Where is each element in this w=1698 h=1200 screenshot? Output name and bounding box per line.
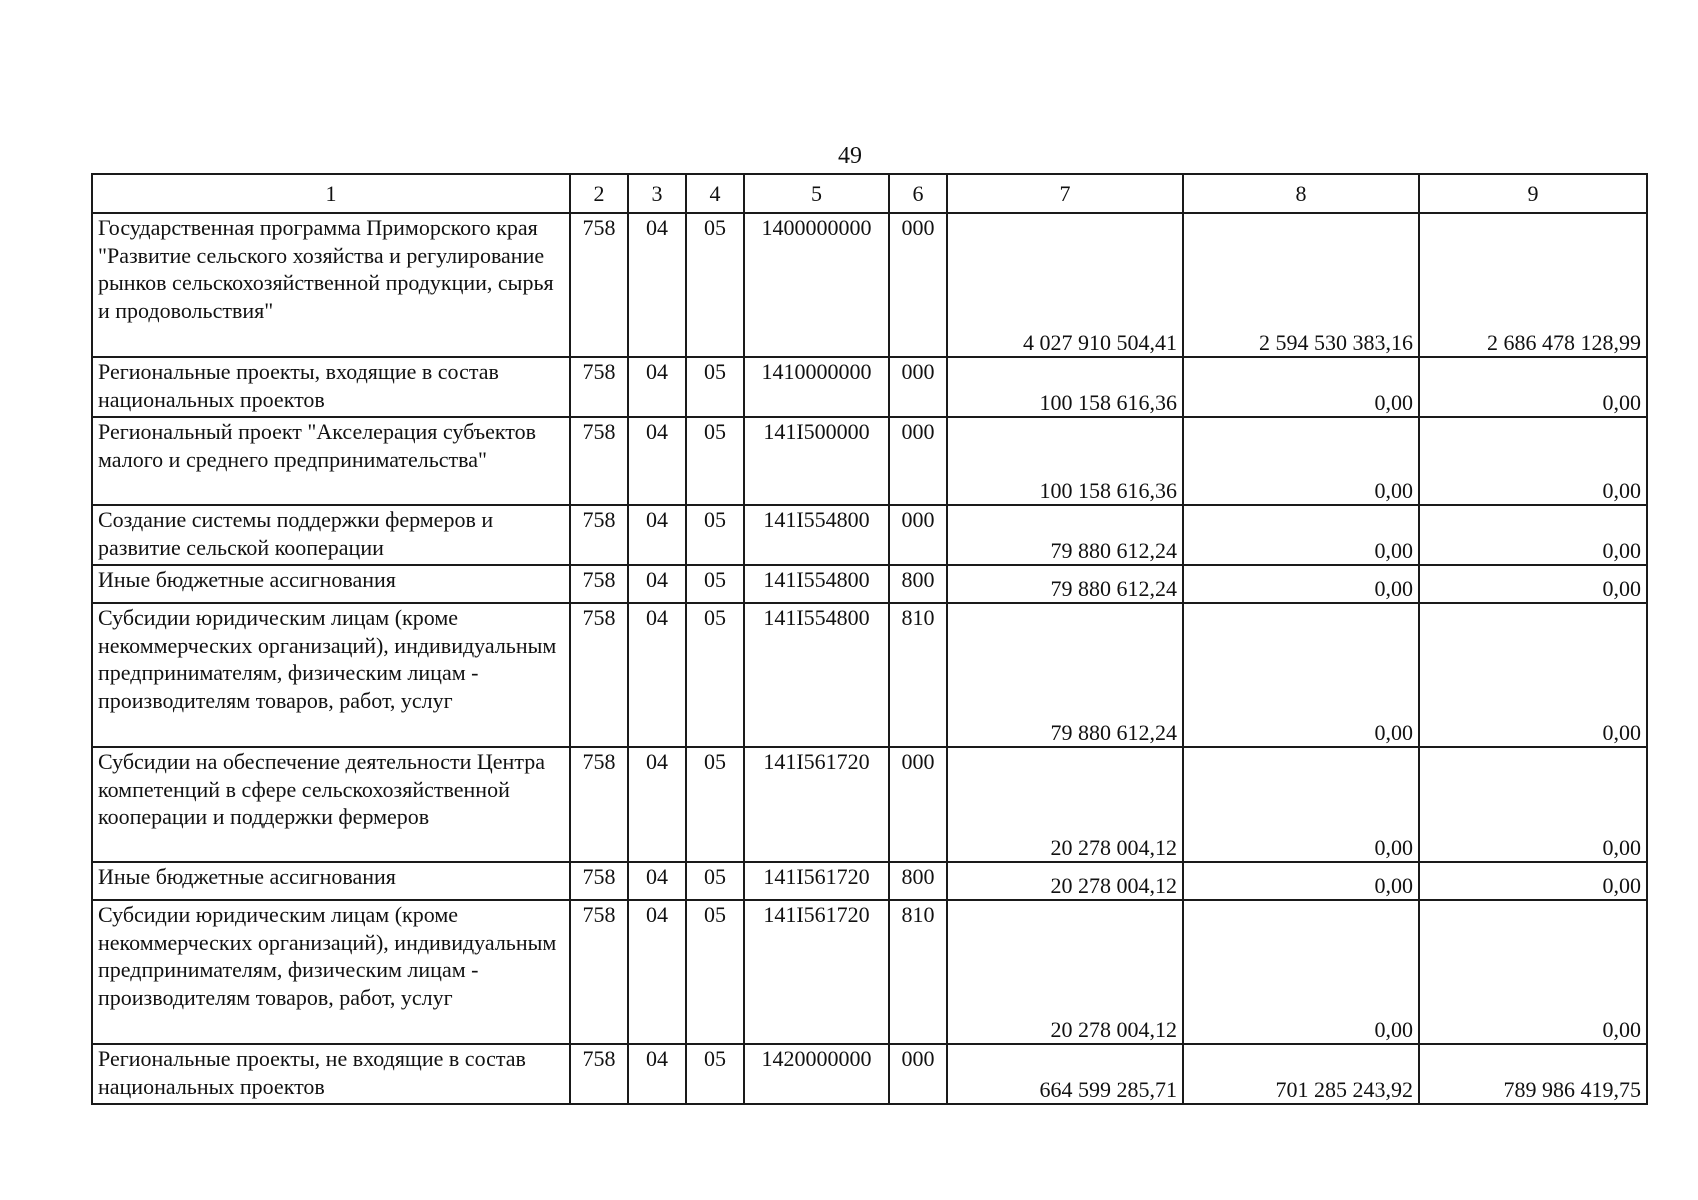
expense-type-cell: 000 bbox=[889, 747, 947, 862]
ministry-code-cell: 758 bbox=[570, 357, 628, 417]
target-article-cell: 141I561720 bbox=[744, 900, 889, 1044]
amount-col8-cell: 0,00 bbox=[1183, 862, 1419, 900]
table-row bbox=[92, 213, 1647, 357]
amount-col9-cell: 2 686 478 128,99 bbox=[1419, 213, 1647, 357]
header-row bbox=[92, 174, 1647, 213]
amount-col9-cell: 789 986 419,75 bbox=[1419, 1044, 1647, 1104]
item-name-cell: Субсидии юридическим лицам (кроме некоммерческих организаций), индивидуальным предпринимателям, физическим лицам - производителям товаров, работ, услуг bbox=[92, 900, 570, 1044]
target-article-cell: 141I554800 bbox=[744, 603, 889, 747]
section-code-cell: 04 bbox=[628, 1044, 686, 1104]
section-code-cell: 04 bbox=[628, 213, 686, 357]
amount-col9-cell: 0,00 bbox=[1419, 565, 1647, 603]
column-header: 8 bbox=[1183, 174, 1419, 213]
section-code-cell: 04 bbox=[628, 357, 686, 417]
amount-col8-cell: 0,00 bbox=[1183, 357, 1419, 417]
subsection-code-cell: 05 bbox=[686, 603, 744, 747]
section-code-cell: 04 bbox=[628, 747, 686, 862]
table-row bbox=[92, 900, 1647, 1044]
subsection-code-cell: 05 bbox=[686, 862, 744, 900]
target-article-cell: 141I554800 bbox=[744, 505, 889, 565]
column-header: 7 bbox=[947, 174, 1183, 213]
ministry-code-cell: 758 bbox=[570, 417, 628, 505]
amount-col7-cell: 100 158 616,36 bbox=[947, 417, 1183, 505]
subsection-code-cell: 05 bbox=[686, 505, 744, 565]
subsection-code-cell: 05 bbox=[686, 213, 744, 357]
amount-col8-cell: 0,00 bbox=[1183, 565, 1419, 603]
target-article-cell: 141I561720 bbox=[744, 747, 889, 862]
subsection-code-cell: 05 bbox=[686, 747, 744, 862]
amount-col7-cell: 100 158 616,36 bbox=[947, 357, 1183, 417]
amount-col8-cell: 0,00 bbox=[1183, 900, 1419, 1044]
ministry-code-cell: 758 bbox=[570, 213, 628, 357]
item-name-cell: Региональные проекты, входящие в состав национальных проектов bbox=[92, 357, 570, 417]
budget-table bbox=[91, 173, 1648, 1105]
table-row bbox=[92, 747, 1647, 862]
expense-type-cell: 000 bbox=[889, 357, 947, 417]
table-row bbox=[92, 1044, 1647, 1104]
target-article-cell: 141I554800 bbox=[744, 565, 889, 603]
ministry-code-cell: 758 bbox=[570, 505, 628, 565]
ministry-code-cell: 758 bbox=[570, 1044, 628, 1104]
expense-type-cell: 800 bbox=[889, 862, 947, 900]
amount-col7-cell: 20 278 004,12 bbox=[947, 747, 1183, 862]
subsection-code-cell: 05 bbox=[686, 417, 744, 505]
column-header: 4 bbox=[686, 174, 744, 213]
amount-col7-cell: 664 599 285,71 bbox=[947, 1044, 1183, 1104]
column-header: 9 bbox=[1419, 174, 1647, 213]
amount-col8-cell: 0,00 bbox=[1183, 505, 1419, 565]
expense-type-cell: 000 bbox=[889, 505, 947, 565]
amount-col9-cell: 0,00 bbox=[1419, 900, 1647, 1044]
amount-col9-cell: 0,00 bbox=[1419, 417, 1647, 505]
ministry-code-cell: 758 bbox=[570, 565, 628, 603]
amount-col9-cell: 0,00 bbox=[1419, 357, 1647, 417]
expense-type-cell: 800 bbox=[889, 565, 947, 603]
item-name-cell: Субсидии юридическим лицам (кроме некоммерческих организаций), индивидуальным предпринимателям, физическим лицам - производителям товаров, работ, услуг bbox=[92, 603, 570, 747]
subsection-code-cell: 05 bbox=[686, 357, 744, 417]
column-header: 1 bbox=[92, 174, 570, 213]
amount-col7-cell: 20 278 004,12 bbox=[947, 900, 1183, 1044]
item-name-cell: Иные бюджетные ассигнования bbox=[92, 565, 570, 603]
expense-type-cell: 000 bbox=[889, 417, 947, 505]
section-code-cell: 04 bbox=[628, 417, 686, 505]
target-article-cell: 141I561720 bbox=[744, 862, 889, 900]
section-code-cell: 04 bbox=[628, 565, 686, 603]
amount-col8-cell: 701 285 243,92 bbox=[1183, 1044, 1419, 1104]
column-header: 5 bbox=[744, 174, 889, 213]
item-name-cell: Субсидии на обеспечение деятельности Центра компетенций в сфере сельскохозяйственной кооперации и поддержки фермеров bbox=[92, 747, 570, 862]
column-header: 6 bbox=[889, 174, 947, 213]
item-name-cell: Иные бюджетные ассигнования bbox=[92, 862, 570, 900]
amount-col8-cell: 0,00 bbox=[1183, 747, 1419, 862]
table-row bbox=[92, 357, 1647, 417]
table-row bbox=[92, 417, 1647, 505]
amount-col7-cell: 79 880 612,24 bbox=[947, 565, 1183, 603]
target-article-cell: 1410000000 bbox=[744, 357, 889, 417]
expense-type-cell: 810 bbox=[889, 900, 947, 1044]
section-code-cell: 04 bbox=[628, 862, 686, 900]
subsection-code-cell: 05 bbox=[686, 1044, 744, 1104]
target-article-cell: 1420000000 bbox=[744, 1044, 889, 1104]
subsection-code-cell: 05 bbox=[686, 900, 744, 1044]
amount-col7-cell: 79 880 612,24 bbox=[947, 505, 1183, 565]
ministry-code-cell: 758 bbox=[570, 747, 628, 862]
ministry-code-cell: 758 bbox=[570, 603, 628, 747]
table-row bbox=[92, 565, 1647, 603]
amount-col9-cell: 0,00 bbox=[1419, 505, 1647, 565]
amount-col7-cell: 79 880 612,24 bbox=[947, 603, 1183, 747]
section-code-cell: 04 bbox=[628, 900, 686, 1044]
amount-col9-cell: 0,00 bbox=[1419, 862, 1647, 900]
amount-col7-cell: 4 027 910 504,41 bbox=[947, 213, 1183, 357]
table-row bbox=[92, 505, 1647, 565]
item-name-cell: Региональный проект "Акселерация субъектов малого и среднего предпринимательства" bbox=[92, 417, 570, 505]
expense-type-cell: 000 bbox=[889, 213, 947, 357]
subsection-code-cell: 05 bbox=[686, 565, 744, 603]
amount-col9-cell: 0,00 bbox=[1419, 747, 1647, 862]
page-number: 49 bbox=[838, 143, 862, 169]
amount-col7-cell: 20 278 004,12 bbox=[947, 862, 1183, 900]
target-article-cell: 1400000000 bbox=[744, 213, 889, 357]
expense-type-cell: 000 bbox=[889, 1044, 947, 1104]
ministry-code-cell: 758 bbox=[570, 900, 628, 1044]
table-row bbox=[92, 603, 1647, 747]
amount-col8-cell: 0,00 bbox=[1183, 603, 1419, 747]
item-name-cell: Создание системы поддержки фермеров и развитие сельской кооперации bbox=[92, 505, 570, 565]
section-code-cell: 04 bbox=[628, 603, 686, 747]
amount-col8-cell: 2 594 530 383,16 bbox=[1183, 213, 1419, 357]
expense-type-cell: 810 bbox=[889, 603, 947, 747]
target-article-cell: 141I500000 bbox=[744, 417, 889, 505]
amount-col8-cell: 0,00 bbox=[1183, 417, 1419, 505]
table-row bbox=[92, 862, 1647, 900]
item-name-cell: Региональные проекты, не входящие в состав национальных проектов bbox=[92, 1044, 570, 1104]
section-code-cell: 04 bbox=[628, 505, 686, 565]
ministry-code-cell: 758 bbox=[570, 862, 628, 900]
column-header: 2 bbox=[570, 174, 628, 213]
amount-col9-cell: 0,00 bbox=[1419, 603, 1647, 747]
column-header: 3 bbox=[628, 174, 686, 213]
item-name-cell: Государственная программа Приморского края "Развитие сельского хозяйства и регулирование рынков сельскохозяйственной продукции, сырья и продовольствия" bbox=[92, 213, 570, 357]
